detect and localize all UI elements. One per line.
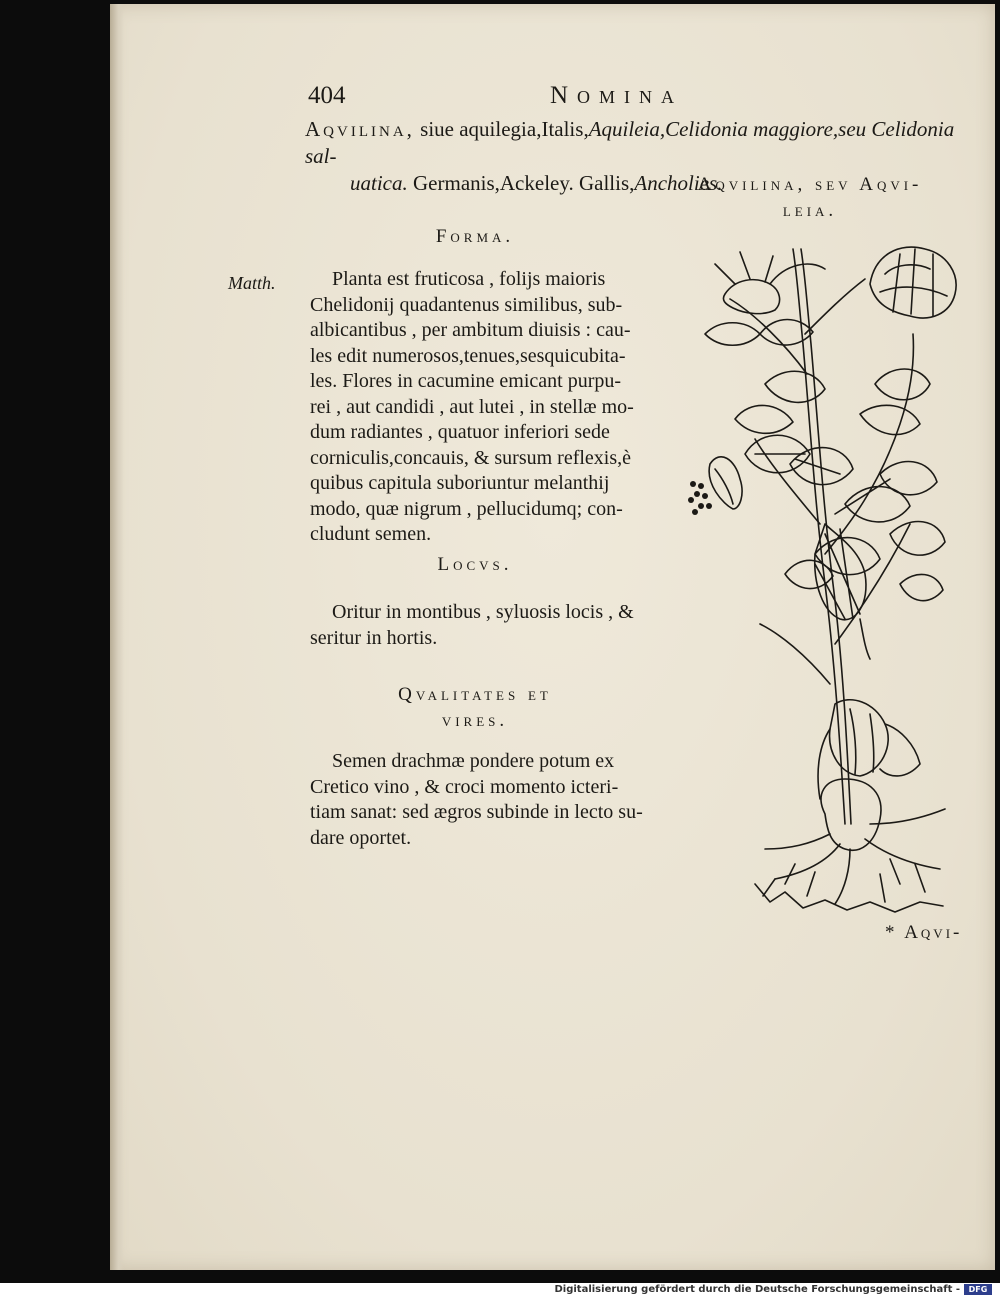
text-line: seritur in hortis. bbox=[310, 626, 438, 649]
figure-caption bbox=[650, 172, 970, 224]
seed-pod bbox=[709, 457, 742, 509]
heading-line-2: vires. bbox=[441, 710, 509, 731]
text-line: les edit numerosos,tenues,sesquicubita- bbox=[310, 344, 626, 367]
text-line: Oritur in montibus , syluosis locis , & bbox=[332, 601, 634, 623]
names-text: siue aquilegia,Italis, bbox=[414, 117, 589, 141]
book-page bbox=[110, 4, 995, 1270]
page-gutter-shadow bbox=[110, 4, 124, 1270]
section-heading-qualitates bbox=[305, 682, 645, 734]
text-line: cludunt semen. bbox=[310, 523, 432, 545]
text-line: Semen drachmæ pondere potum ex bbox=[332, 750, 615, 772]
flower-top-right bbox=[870, 247, 956, 318]
text-line: dare oportet. bbox=[310, 826, 412, 849]
figure-caption-line-2: leia. bbox=[782, 200, 838, 221]
text-line: albicantibus , per ambitum diuisis : cau- bbox=[310, 319, 631, 341]
digitization-credit: Digitalisierung gefördert durch die Deutsche Forschungsgemeinschaft - bbox=[554, 1284, 960, 1295]
margin-note: Matth. bbox=[228, 273, 276, 293]
text-line: tiam sanat: sed ægros subinde in lecto su- bbox=[310, 801, 643, 823]
text-line: rei , aut candidi , aut lutei , in stellæ mo- bbox=[310, 395, 634, 418]
text-line: Planta est fruticosa , folijs maioris bbox=[332, 268, 606, 290]
italian-names-cont: uatica. bbox=[350, 171, 408, 195]
text-line: dum radiantes , quatuor inferiori sede bbox=[310, 421, 610, 443]
text-line: corniculis,concauis, & sursum reflexis,è bbox=[310, 446, 632, 469]
columbine-woodcut-illustration bbox=[675, 224, 975, 914]
italian-names: Aquileia,Celidonia maggiore,seu Celidonia sal- bbox=[305, 117, 955, 168]
names-line-1 bbox=[305, 116, 975, 170]
flower-top-left bbox=[715, 252, 825, 314]
flower-bottom-nodding bbox=[818, 700, 920, 799]
locus-paragraph bbox=[310, 600, 640, 651]
seeds bbox=[688, 481, 712, 515]
text-line: Chelidonij quadantenus similibus, sub- bbox=[310, 293, 623, 316]
heading-line-1: Qvalitates et bbox=[398, 684, 552, 705]
french-names: Ancholies. bbox=[634, 171, 723, 195]
qualitates-paragraph bbox=[310, 749, 643, 851]
text-line: Cretico vino , & croci momento icteri- bbox=[310, 775, 619, 798]
forma-paragraph bbox=[310, 267, 640, 548]
section-heading-locus: Locvs. bbox=[437, 554, 513, 575]
text-line: modo, quæ nigrum , pellucidumq; con- bbox=[310, 497, 623, 520]
text-line: quibus capitula suboriuntur melanthij bbox=[310, 472, 610, 494]
catchword: * Aqvi- bbox=[885, 922, 963, 943]
lemma: Aqvilina, bbox=[305, 117, 415, 141]
figure-caption-line-1: Aqvilina, sev Aqvi- bbox=[697, 174, 923, 195]
german-names: Germanis,Ackeley. Gallis, bbox=[407, 171, 635, 195]
dfg-logo: DFG bbox=[964, 1284, 992, 1295]
running-head: Nomina bbox=[550, 82, 684, 109]
section-heading-forma: Forma. bbox=[435, 226, 515, 247]
text-line: les. Flores in cacumine emicant purpu- bbox=[310, 370, 622, 392]
page-number: 404 bbox=[308, 82, 346, 109]
leaf-clusters bbox=[705, 320, 945, 601]
seed-capsule bbox=[815, 524, 870, 659]
